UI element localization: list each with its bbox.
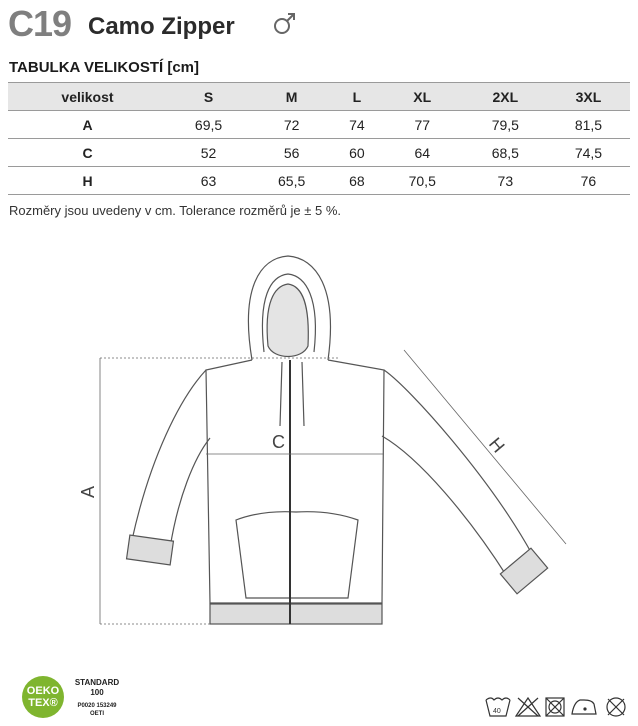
table-cell: 76 bbox=[580, 172, 597, 189]
measure-label-c: C bbox=[272, 432, 285, 452]
male-symbol-icon bbox=[272, 8, 298, 38]
size-table-header-row bbox=[8, 83, 630, 111]
table-cell: 77 bbox=[414, 116, 431, 133]
table-row bbox=[8, 167, 630, 195]
size-table bbox=[8, 82, 630, 195]
table-cell: 73 bbox=[497, 172, 514, 189]
care-symbols bbox=[484, 694, 630, 720]
table-cell: 56 bbox=[283, 144, 300, 161]
certificate-institute: OETI bbox=[89, 711, 104, 717]
header-cell: M bbox=[285, 88, 298, 105]
no-dry-clean-icon bbox=[607, 698, 625, 716]
oeko-line1: OEKO bbox=[26, 685, 60, 697]
table-cell: 60 bbox=[349, 144, 365, 161]
product-name: Camo Zipper bbox=[88, 13, 235, 40]
row-label: A bbox=[82, 116, 93, 133]
table-row bbox=[8, 111, 630, 139]
oeko-tex-logo bbox=[22, 676, 64, 718]
table-row bbox=[8, 139, 630, 167]
table-cell: 74,5 bbox=[574, 144, 603, 161]
header-cell: L bbox=[352, 88, 362, 105]
table-cell: 68 bbox=[349, 172, 365, 189]
table-cell: 74 bbox=[349, 116, 365, 133]
table-cell: 72 bbox=[283, 116, 300, 133]
product-code: C19 bbox=[8, 3, 72, 44]
oeko-tex-badge bbox=[22, 672, 132, 720]
table-cell: 79,5 bbox=[491, 116, 519, 133]
product-header bbox=[8, 4, 628, 44]
header-cell: XL bbox=[413, 88, 432, 105]
header-cell: velikost bbox=[61, 88, 114, 105]
hoodie-outline bbox=[127, 256, 548, 624]
measure-label-a: A bbox=[78, 485, 98, 498]
oeko-line2: TEX® bbox=[28, 697, 58, 709]
table-cell: 64 bbox=[414, 144, 431, 161]
tolerance-note: Rozměry jsou uvedeny v cm. Tolerance rozměrů je ± 5 %. bbox=[9, 203, 342, 218]
table-cell: 69,5 bbox=[194, 116, 223, 133]
oeko-standard bbox=[70, 678, 124, 698]
table-cell: 63 bbox=[200, 172, 217, 189]
hoodie-diagram bbox=[70, 248, 590, 638]
header-cell: S bbox=[203, 88, 214, 105]
table-cell: 65,5 bbox=[278, 172, 306, 189]
size-table-title: TABULKA VELIKOSTÍ [cm] bbox=[9, 59, 199, 76]
standard-label: STANDARD bbox=[74, 678, 120, 687]
table-cell: 81,5 bbox=[574, 116, 603, 133]
measure-label-h: H bbox=[484, 433, 509, 457]
measurement-lines bbox=[100, 350, 566, 624]
header-cell: 2XL bbox=[492, 88, 519, 105]
standard-number: 100 bbox=[90, 688, 104, 697]
row-label: H bbox=[82, 172, 93, 189]
header-cell: 3XL bbox=[575, 88, 602, 105]
iron-low-icon bbox=[572, 700, 596, 714]
table-cell: 68,5 bbox=[491, 144, 519, 161]
certificate-number: P0020 153249 bbox=[77, 703, 117, 709]
no-bleach-icon bbox=[516, 698, 540, 716]
row-label: C bbox=[82, 144, 93, 161]
oeko-certificate bbox=[70, 702, 124, 718]
table-cell: 52 bbox=[200, 144, 217, 161]
wash-temp: 40 bbox=[493, 708, 501, 715]
no-tumble-dry-icon bbox=[546, 698, 564, 716]
table-cell: 70,5 bbox=[408, 172, 436, 189]
